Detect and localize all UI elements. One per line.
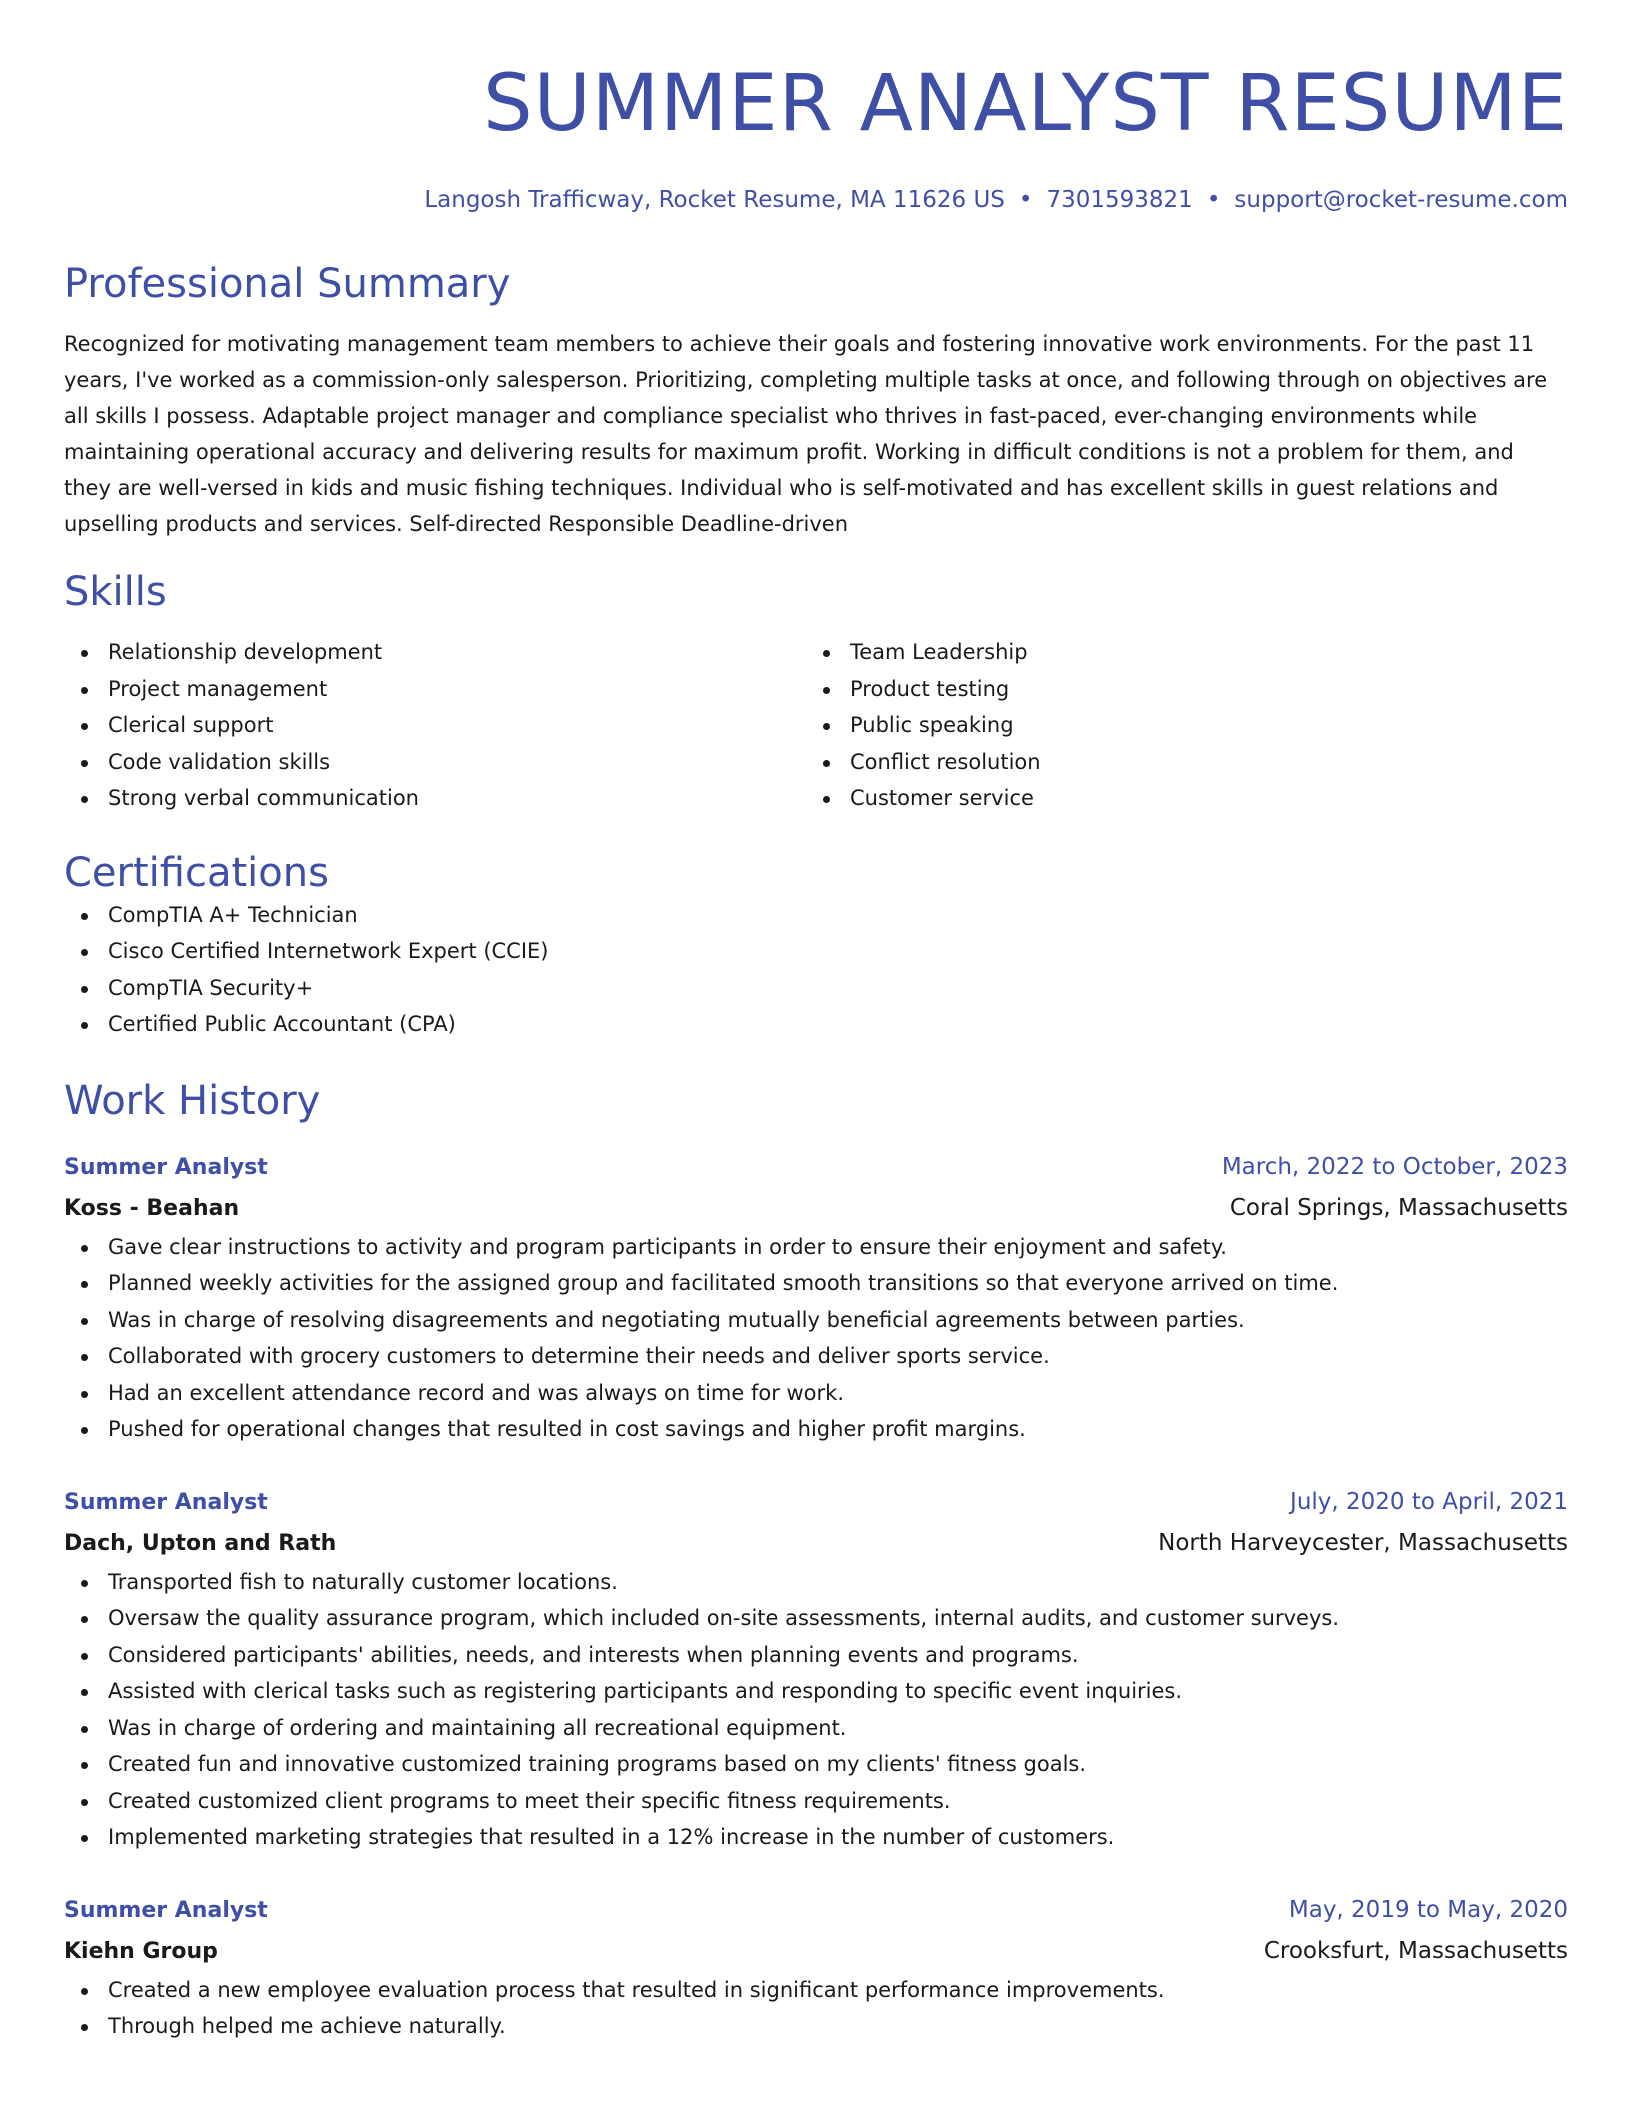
- job-title: Summer Analyst: [64, 1897, 268, 1923]
- job-dates: July, 2020 to April, 2021: [1290, 1488, 1568, 1515]
- skill-item: Product testing: [806, 671, 1548, 708]
- work-history-heading: Work History: [64, 1077, 321, 1124]
- skills-grid: [64, 634, 1568, 817]
- skills-column-left: [64, 634, 806, 817]
- job-company-row: [64, 1931, 1568, 1972]
- certifications-list: [64, 897, 1568, 1043]
- job-bullet: Oversaw the quality assurance program, which included on-site assessments, internal audits, and customer surveys.: [64, 1600, 1568, 1637]
- job-entry: [64, 1147, 1568, 1448]
- job-company: Koss - Beahan: [64, 1195, 240, 1221]
- skill-item: Public speaking: [806, 707, 1548, 744]
- contact-line: [64, 186, 1568, 214]
- skills-column-right: [806, 634, 1548, 817]
- job-bullet: Collaborated with grocery customers to determine their needs and deliver sports service.: [64, 1338, 1568, 1375]
- job-bullet: Was in charge of ordering and maintaining all recreational equipment.: [64, 1710, 1568, 1747]
- skills-heading: Skills: [64, 569, 167, 615]
- summary-heading: Professional Summary: [64, 261, 511, 307]
- skill-item: Team Leadership: [806, 634, 1548, 671]
- job-entry: [64, 1482, 1568, 1856]
- job-bullet: Considered participants' abilities, needs, and interests when planning events and programs.: [64, 1637, 1568, 1674]
- job-entry: [64, 1890, 1568, 2045]
- certification-item: CompTIA Security+: [64, 970, 1568, 1007]
- job-location: North Harveycester, Massachusetts: [1158, 1529, 1568, 1556]
- certification-item: Cisco Certified Internetwork Expert (CCIE): [64, 933, 1568, 970]
- job-bullet: Assisted with clerical tasks such as registering participants and responding to specific event inquiries.: [64, 1673, 1568, 1710]
- skills-list-right: [806, 634, 1548, 817]
- job-company: Dach, Upton and Rath: [64, 1530, 337, 1556]
- certification-item: CompTIA A+ Technician: [64, 897, 1568, 934]
- job-title: Summer Analyst: [64, 1489, 268, 1515]
- job-company-row: [64, 1188, 1568, 1229]
- resume-title: SUMMER ANALYST RESUME: [483, 59, 1568, 149]
- contact-phone: 7301593821: [1046, 187, 1193, 213]
- certification-item: Certified Public Accountant (CPA): [64, 1006, 1568, 1043]
- job-bullet: Through helped me achieve naturally.: [64, 2008, 1568, 2045]
- job-company-row: [64, 1523, 1568, 1564]
- resume-page: [64, 0, 1568, 2045]
- summary-text: Recognized for motivating management team members to achieve their goals and fostering innovative work environments. For the past 11 years, I've worked as a commission-only salesperson. Prioritizing, completing multiple tasks at once, and following through on objectives are all skills I possess. Adaptable project manager and compliance specialist who thrives in fast-paced, ever-changing environments while maintaining operational accuracy and delivering results for maximum profit. Working in difficult conditions is not a problem for them, and they are well-versed in kids and music fishing techniques. Individual who is self-motivated and has excellent skills in guest relations and upselling products and services. Self-directed Responsible Deadline-driven: [64, 332, 1548, 536]
- contact-separator: •: [1206, 187, 1221, 213]
- job-dates: May, 2019 to May, 2020: [1288, 1896, 1568, 1923]
- job-bullet: Created fun and innovative customized training programs based on my clients' fitness goals.: [64, 1746, 1568, 1783]
- contact-email: support@rocket-resume.com: [1234, 187, 1568, 213]
- job-header-row: [64, 1890, 1568, 1931]
- skill-item: Strong verbal communication: [64, 780, 806, 817]
- job-header-row: [64, 1482, 1568, 1523]
- job-bullets: [64, 1972, 1568, 2045]
- job-bullet: Planned weekly activities for the assigned group and facilitated smooth transitions so that everyone arrived on time.: [64, 1265, 1568, 1302]
- job-location: Crooksfurt, Massachusetts: [1263, 1937, 1568, 1964]
- job-bullet: Pushed for operational changes that resulted in cost savings and higher profit margins.: [64, 1411, 1568, 1448]
- skill-item: Project management: [64, 671, 806, 708]
- job-bullet: Created customized client programs to meet their specific fitness requirements.: [64, 1783, 1568, 1820]
- contact-separator: •: [1018, 187, 1033, 213]
- job-bullets: [64, 1564, 1568, 1856]
- certifications-heading: Certifications: [64, 849, 329, 896]
- job-bullet: Transported fish to naturally customer locations.: [64, 1564, 1568, 1601]
- job-bullet: Created a new employee evaluation process that resulted in significant performance improvements.: [64, 1972, 1568, 2009]
- job-dates: March, 2022 to October, 2023: [1221, 1153, 1568, 1180]
- job-location: Coral Springs, Massachusetts: [1229, 1194, 1568, 1221]
- job-company: Kiehn Group: [64, 1938, 218, 1964]
- skill-item: Customer service: [806, 780, 1548, 817]
- job-bullet: Implemented marketing strategies that resulted in a 12% increase in the number of customers.: [64, 1819, 1568, 1856]
- job-bullet: Was in charge of resolving disagreements and negotiating mutually beneficial agreements between parties.: [64, 1302, 1568, 1339]
- contact-address: Langosh Trafficway, Rocket Resume, MA 11626 US: [424, 187, 1005, 213]
- job-bullet: Gave clear instructions to activity and program participants in order to ensure their enjoyment and safety.: [64, 1229, 1568, 1266]
- skill-item: Code validation skills: [64, 744, 806, 781]
- job-bullet: Had an excellent attendance record and was always on time for work.: [64, 1375, 1568, 1412]
- skill-item: Relationship development: [64, 634, 806, 671]
- job-title: Summer Analyst: [64, 1154, 268, 1180]
- job-header-row: [64, 1147, 1568, 1188]
- skills-list-left: [64, 634, 806, 817]
- skill-item: Clerical support: [64, 707, 806, 744]
- job-bullets: [64, 1229, 1568, 1448]
- skill-item: Conflict resolution: [806, 744, 1548, 781]
